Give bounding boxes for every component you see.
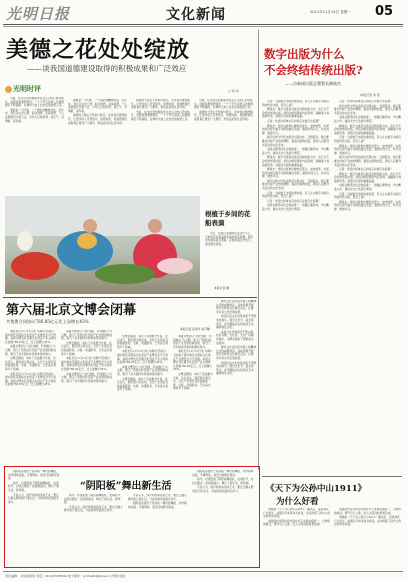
side-paragraph: 记者：当前数字出版快速发展，有人认为数字出版将终结传统出版，您怎么看？ [262,100,329,107]
side-paragraph: 柳斌杰：数字出版是出版业发展的新方向，但它并不会终结传统出版。传统出版积累的内容资源、编辑能力和品牌优势，是数字出版的重要基础。 [334,171,402,183]
bottom-right-body-col-2 [334,508,402,566]
bottom-left-paragraph: 阴阳板是流传于民间的一种传统舞蹈，动作简单活泼，节奏明快，深受当地群众喜爱。 [128,501,187,509]
side-paragraph: 柳斌杰：数字出版是出版业发展的新方向，但它并不会终结传统出版。传统出版积累的内容资源、编辑能力和品牌优势，是数字出版的重要基础。 [334,123,402,135]
photo-scene [5,196,200,294]
lead-body-col-4 [194,99,254,193]
fair-body-col-3 [117,335,169,462]
footer-rule [3,571,403,572]
side-byline: 本报记者 李 苑 [360,93,380,97]
bottom-left-paragraph: 阴阳板是流传于民间的一种传统舞蹈，动作简单活泼，节奏明快，深受当地群众喜爱。 [192,470,254,477]
lead-paragraph: 道德是一个民族、一个国家的精神支柱。近年来，我们以社会公德、职业道德、家庭美德、个人品德建设为着力点，引导人们知荣辱、讲正气、作奉献、促和谐。 [68,99,128,113]
lead-paragraph: 当前，在全社会积极倡导社会主义核心价值体系，加强思想道德建设，一个个平凡而感人的道德模范不断涌现，在神州大地上处处绽放美德之花。 [194,99,254,110]
side-title-line-1: 数字出版为什么 [264,47,345,61]
fair-paragraph: 本报北京11月13日电 为期5天的第六届中国北京国际文化创意产业博览会今天闭幕。本届文博会共签署文化创意产业合同协议金额786.85亿元，比上届增长45%。 [5,330,57,344]
fair-body-col-4 [173,335,213,462]
fair-paragraph: 文博会期间，举办了各类推介交易、论坛会议、展览展示等活动，文化产业项目签约涵盖影视、出版、动漫游戏、艺术品交易等多个领域。 [61,340,113,356]
page-number: 05 [375,4,394,19]
lead-paragraph: 道德是一个民族、一个国家的精神支柱。近年来，我们以社会公德、职业道德、家庭美德、个人品德建设为着力点，引导人们知荣辱、讲正气、作奉献、促和谐。 [5,107,65,123]
side-title-line-2: 不会终结传统出版? [264,63,363,77]
footer-text: 责任编辑：文化新闻部 电话：010-67078000 电子邮件：gmrbwh@gmw.cn 光明日报社 [5,574,126,578]
fair-byline: 本报记者 张景华 孙乃隆 [180,327,210,331]
fair-paragraph: 本届文博会以“文化创新、科技融合”为主题，展示了我国文化创意产业发展的新成果，吸引了众多国内外机构和观众参与。 [173,335,212,349]
side-paragraph: 记者：传统出版单位应如何应对数字化浪潮？ [267,198,321,203]
fair-paragraph: 本届文博会以“文化创新、科技融合”为主题，展示了我国文化创意产业发展的新成果，吸引了众多国内外机构和观众参与。 [61,330,113,341]
bottom-left-body-col-4 [192,470,256,564]
fair-paragraph: 本届文博会以“文化创新、科技融合”为主题，展示了我国文化创意产业发展的新成果，吸引了众多国内外机构和观众参与。 [61,371,113,383]
middle-paragraph: 群众文化活动是丰富人民精神生活的重要途径。各地积极开展形式多样的文化惠民活动，让群众共享文化发展成果。 [216,300,256,314]
bottom-right-title-line-1: 《天下为公孙中山1911》 [266,484,367,494]
lead-body-col-1 [5,97,65,193]
side-subtitle: ——访新闻出版总署署长柳斌杰 [285,81,341,86]
lead-subtitle: ——谈我国道德建设取得的积极成果和广泛效应 [27,64,187,73]
lead-title: 美德之花处处绽放 [6,37,191,63]
fair-body-col-1 [5,330,57,462]
bottom-left-paragraph: 如今，村里组建了阴阳板舞蹈队，农闲时节，村民们聚在一起排练演出，舞出了新生活、新风貌。 [8,480,60,492]
middle-paragraph: 基层文化设施建设不断完善，农家书屋、文化站、文化广场遍布城乡，为群众提供了便利的文化服务。 [216,329,256,345]
bottom-left-body-col-1 [8,470,60,564]
bottom-left-paragraph: 专家认为，保护和传承民间艺术，要让它融入群众的日常生活，才能保持旺盛的生命力。 [192,485,254,493]
side-paragraph: 数字出版与传统出版将长期并存、互相促进。我们要推动出版产业结构调整，提高出版物质量，满足人民群众多层次的文化需求。 [262,135,330,147]
side-paragraph: 出版业要坚持社会效益第一，把握正确导向，多出精品力作，推动文化大发展大繁荣。 [262,147,329,155]
bottom-right-title-line-2: 为什么好看 [276,497,319,507]
bottom-left-body-col-3 [128,494,188,564]
lead-paragraph: 美德的力量在于传承与践行。评选表彰道德模范，让更多的人见贤思齐，崇德向善，使道德建设成果真正惠及广大群众，形成良好的社会风尚。 [68,113,128,125]
fair-paragraph: 本报北京11月13日电 为期5天的第六届中国北京国际文化创意产业博览会今天闭幕。本届文博会共签署文化创意产业合同协议金额786.85亿元，比上届增长45%。 [61,356,113,371]
side-paragraph: 记者：传统出版单位应如何应对数字化浪潮？ [267,118,321,123]
lead-paragraph: 当前，在全社会积极倡导社会主义核心价值体系，加强思想道德建设，一个个平凡而感人的道德模范不断涌现，在神州大地上处处绽放美德之花。 [131,109,191,121]
side-paragraph: 出版业要坚持社会效益第一，把握正确导向，多出精品力作，推动文化大发展大繁荣。 [334,183,401,192]
side-paragraph: 柳斌杰：数字出版是出版业发展的新方向，但它并不会终结传统出版。传统出版积累的内容资源、编辑能力和品牌优势，是数字出版的重要基础。 [262,155,330,167]
side-paragraph: 数字出版与传统出版将长期并存、互相促进。我们要推动出版产业结构调整，提高出版物质量，满足人民群众多层次的文化需求。 [262,178,330,191]
side-paragraph: 记者：当前数字出版快速发展，有人认为数字出版将终结传统出版，您怎么看？ [334,135,401,143]
side-paragraph: 柳斌杰：传统出版单位要转变观念，加快转型，实现传统出版与数字出版的融合发展，做到内容为王、技术支撑、渠道多元。 [334,199,402,212]
bottom-left-paragraph: 如今，村里组建了阴阳板舞蹈队，农闲时节，村民们聚在一起排练演出，舞出了新生活、新风貌。 [64,494,123,505]
bottom-right-rule [262,476,402,477]
side-paragraph: 柳斌杰：传统出版单位要转变观念，加快转型，实现传统出版与数字出版的融合发展，做到内容为王、技术支撑、渠道多元。 [262,167,330,179]
bottom-left-paragraph: 专家认为，保护和传承民间艺术，要让它融入群众的日常生活，才能保持旺盛的生命力。 [128,494,187,501]
masthead-rule [3,24,403,25]
fair-paragraph: 本届文博会以“文化创新、科技融合”为主题，展示了我国文化创意产业发展的新成果，吸引了众多国内外机构和观众参与。 [5,344,57,356]
date-line: 2011年11月14日 星期一 [310,10,351,14]
side-paragraph: 数字出版与传统出版将长期并存、互相促进。我们要推动出版产业结构调整，提高出版物质量，满足人民群众多层次的文化需求。 [334,155,402,167]
side-body-col-1 [262,100,330,475]
bottom-right-body-col-1 [263,508,331,566]
side-body-col-2 [334,100,402,475]
lead-paragraph: 当前，在全社会积极倡导社会主义核心价值体系，加强思想道德建设，一个个平凡而感人的道德模范不断涌现，在神州大地上处处绽放美德之花。 [5,97,65,108]
fair-paragraph: 本届文博会以“文化创新、科技融合”为主题，展示了我国文化创意产业发展的新成果，吸引了众多国内外机构和观众参与。 [117,364,169,376]
side-paragraph: 记者：传统出版单位应如何应对数字化浪潮？ [339,100,393,103]
bottom-left-title: “阴阳板”舞出新生活 [80,481,172,492]
photo-caption-text [205,232,255,284]
section-rule [3,297,257,298]
bottom-right-paragraph: 电视剧《天下为公孙中山1911》播出后，受到观众广泛好评。该剧以辛亥革命为背景，生动再现了孙中山先生的革命历程。 [334,515,402,527]
fair-paragraph: 本报北京11月13日电 为期5天的第六届中国北京国际文化创意产业博览会今天闭幕。本届文博会共签署文化创意产业合同协议金额786.85亿元，比上届增长45%。 [173,349,212,372]
fair-paragraph: 本报北京11月13日电 为期5天的第六届中国北京国际文化创意产业博览会今天闭幕。本届文博会共签署文化创意产业合同协议金额786.85亿元，比上届增长45%。 [117,349,169,365]
middle-paragraph: 传统民俗文化的传承离不开群众的参与。通过文化节、庙会等形式，许多濒临消失的民间艺术重新焕发生机。 [216,360,256,376]
fair-subtitle: 共签署合同协议786.85亿元比上届增长45% [6,319,89,324]
column-logo [5,84,45,96]
photo-credit: 本报记者 摄 [214,286,229,290]
lead-byline: □ 何 华 [228,89,239,93]
side-paragraph: 记者：传统出版单位应如何应对数字化浪潮？ [339,167,393,172]
bottom-right-paragraph: 该剧创作者坚持历史真实与艺术真实相统一，人物形象鲜活，情节引人入胜，给人以深刻的思想启迪。 [334,508,401,515]
bottom-left-paragraph: 专家认为，保护和传承民间艺术，要让它融入群众的日常生活，才能保持旺盛的生命力。 [8,492,60,504]
logo-dot-icon [5,86,12,93]
bottom-left-paragraph: 如今，村里组建了阴阳板舞蹈队，农闲时节，村民们聚在一起排练演出，舞出了新生活、新风貌。 [192,477,254,485]
fair-paragraph: 文博会期间，举办了各类推介交易、论坛会议、展览展示等活动，文化产业项目签约涵盖影视、出版、动漫游戏、艺术品交易等多个领域。 [117,376,169,392]
masthead-rule-thin [3,26,403,27]
side-paragraph: 出版业要坚持社会效益第一，把握正确导向，多出精品力作，推动文化大发展大繁荣。 [334,115,401,123]
side-paragraph: 柳斌杰：传统出版单位要转变观念，加快转型，实现传统出版与数字出版的融合发展，做到内容为王、技术支撑、渠道多元。 [262,123,330,135]
lead-body-col-2 [68,99,128,193]
fair-body-col-2 [61,330,113,462]
fair-paragraph: 文博会期间，举办了各类推介交易、论坛会议、展览展示等活动，文化产业项目签约涵盖影视、出版、动漫游戏、艺术品交易等多个领域。 [173,371,213,391]
lead-paragraph: 美德的力量在于传承与践行。评选表彰道德模范，让更多的人见贤思齐，崇德向善，使道德建设成果真正惠及广大群众，形成良好的社会风尚。 [194,109,254,121]
lead-body-col-3 [131,99,191,193]
bottom-right-paragraph: 该剧创作者坚持历史真实与艺术真实相统一，人物形象鲜活，情节引人入胜，给人以深刻的思想启迪。 [263,518,330,527]
middle-paragraph: 群众文化活动是丰富人民精神生活的重要途径。各地积极开展形式多样的文化惠民活动，让群众共享文化发展成果。 [216,345,256,360]
middle-body-col [216,300,256,465]
bottom-left-paragraph: 阴阳板是流传于民间的一种传统舞蹈，动作简单活泼，节奏明快，深受当地群众喜爱。 [8,470,60,481]
photo-caption-title: 根植于乡间的花船表演 [205,210,251,227]
news-photo [5,196,200,294]
column-divider [258,30,259,470]
middle-paragraph: 传统民俗文化的传承离不开群众的参与。通过文化节、庙会等形式，许多濒临消失的民间艺术重新焕发生机。 [216,314,256,330]
side-paragraph: 出版业要坚持社会效益第一，把握正确导向，多出精品力作，推动文化大发展大繁荣。 [262,203,329,212]
fair-title: 第六届北京文博会闭幕 [6,303,137,318]
section-title: 文化新闻 [166,7,226,23]
lead-paragraph: 美德的力量在于传承与践行。评选表彰道德模范，让更多的人见贤思齐，崇德向善，使道德建设成果真正惠及广大群众，形成良好的社会风尚。 [131,99,191,110]
fair-paragraph: 文博会期间，举办了各类推介交易、论坛会议、展览展示等活动，文化产业项目签约涵盖影视、出版、动漫游戏、艺术品交易等多个领域。 [117,335,169,349]
side-paragraph: 记者：当前数字出版快速发展，有人认为数字出版将终结传统出版，您怎么看？ [334,191,401,200]
fair-paragraph: 本报北京11月13日电 为期5天的第六届中国北京国际文化创意产业博览会今天闭幕。本届文博会共签署文化创意产业合同协议金额786.85亿元，比上届增长45%。 [5,371,57,387]
column-logo-text: 光明时评 [13,84,41,93]
fair-paragraph: 文博会期间，举办了各类推介交易、论坛会议、展览展示等活动，文化产业项目签约涵盖影视、出版、动漫游戏、艺术品交易等多个领域。 [5,356,57,371]
side-paragraph: 柳斌杰：数字出版是出版业发展的新方向，但它并不会终结传统出版。传统出版积累的内容资源、编辑能力和品牌优势，是数字出版的重要基础。 [262,107,330,119]
side-paragraph: 记者：当前数字出版快速发展，有人认为数字出版将终结传统出版，您怎么看？ [262,190,329,199]
paper-name: 光明日报 [6,5,71,23]
bottom-left-paragraph: 专家认为，保护和传承民间艺术，要让它融入群众的日常生活，才能保持旺盛的生命力。 [64,504,123,513]
photo-caption-paragraph: 近日，在浙江某地的民俗文化节上，当地村民身着盛装表演传统花船舞，吸引众多游客驻足观看。花船表演历史悠久，深受群众喜爱。 [205,232,254,246]
bottom-right-paragraph: 电视剧《天下为公孙中山1911》播出后，受到观众广泛好评。该剧以辛亥革命为背景，生动再现了孙中山先生的革命历程。 [263,508,331,519]
side-paragraph: 数字出版与传统出版将长期并存、互相促进。我们要推动出版产业结构调整，提高出版物质量，满足人民群众多层次的文化需求。 [334,103,402,115]
bottom-left-body-col-2 [64,494,124,564]
masthead [0,0,407,24]
side-paragraph: 柳斌杰：传统出版单位要转变观念，加快转型，实现传统出版与数字出版的融合发展，做到内容为王、技术支撑、渠道多元。 [334,143,402,155]
